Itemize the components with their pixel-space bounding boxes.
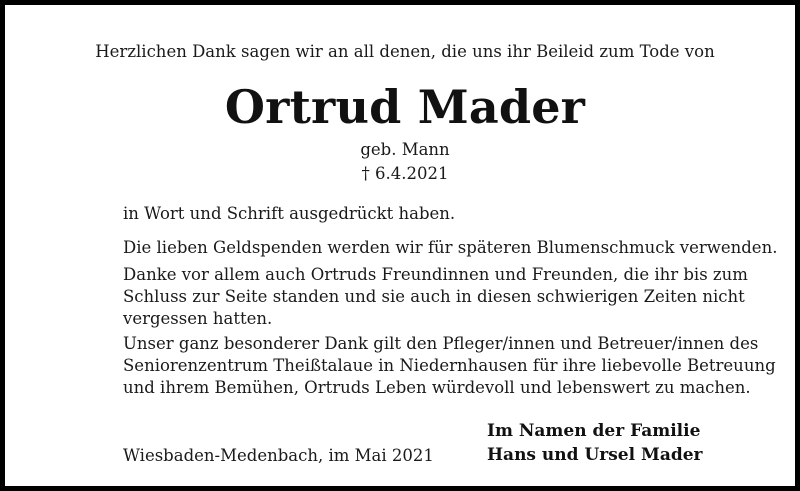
deceased-name: Ortrud Mader — [224, 80, 586, 134]
paragraph-line: Schluss zur Seite standen und sie auch in diesen schwierigen Zeiten nicht — [123, 287, 745, 306]
place-and-date: Wiesbaden-Medenbach, im Mai 2021 — [123, 446, 434, 465]
date-of-death: † 6.4.2021 — [361, 164, 449, 183]
paragraph-line: Danke vor allem auch Ortruds Freundinnen und Freunden, die ihr bis zum — [123, 265, 748, 284]
paragraph-line: und ihrem Bemühen, Ortruds Leben würdevoll und lebenswert zu machen. — [123, 378, 751, 397]
paragraph-expressed: in Wort und Schrift ausgedrückt haben. — [123, 204, 456, 223]
paragraph-donations: Die lieben Geldspenden werden wir für späteren Blumenschmuck verwenden. — [123, 238, 778, 257]
paragraph-friends — [123, 264, 748, 330]
signature-line: Im Namen der Familie — [487, 421, 701, 441]
paragraph-line: vergessen hatten. — [123, 309, 273, 328]
paragraph-line: Unser ganz besonderer Dank gilt den Pfleger/innen und Betreuer/innen des — [123, 334, 759, 353]
paragraph-line: Seniorenzentrum Theißtalaue in Niedernhausen für ihre liebevolle Betreuung — [123, 356, 776, 375]
maiden-name: geb. Mann — [360, 140, 450, 159]
signature-block — [487, 419, 703, 467]
intro-text: Herzlichen Dank sagen wir an all denen, die uns ihr Beileid zum Tode von — [95, 42, 715, 61]
paragraph-caregivers — [123, 333, 776, 399]
signature-line: Hans und Ursel Mader — [487, 445, 703, 465]
